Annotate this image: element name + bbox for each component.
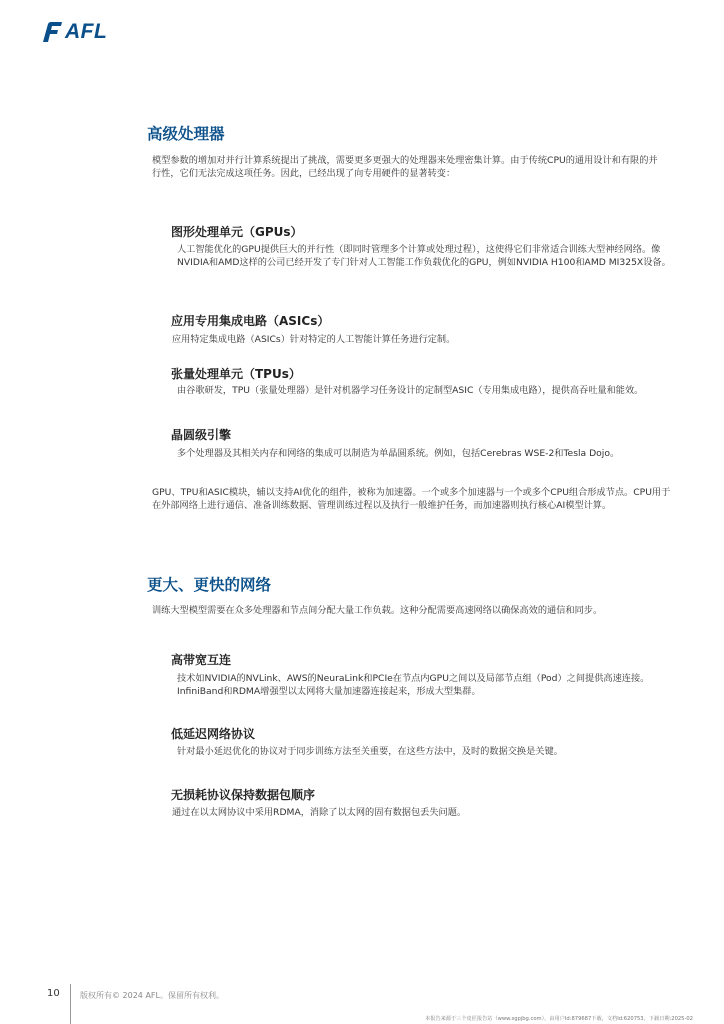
logo-text: AFL xyxy=(65,20,108,43)
section2-intro: 训练大型模型需要在众多处理器和节点间分配大量工作负载。这种分配需要高速网络以确保高效的通信和同步。 xyxy=(152,605,603,616)
heading-tpus: 张量处理单元（TPUs） xyxy=(171,367,301,381)
body-asics: 应用特定集成电路（ASICs）针对特定的人工智能计算任务进行定制。 xyxy=(172,334,456,345)
heading-high-bandwidth: 高带宽互连 xyxy=(171,653,232,667)
afl-logo xyxy=(40,20,107,44)
heading-lossless: 无损耗协议保持数据包顺序 xyxy=(171,788,316,802)
body-wafer-scale: 多个处理器及其相关内存和网络的集成可以制造为单晶圆系统。例如，包括Cerebras WSE-2和Tesla Dojo。 xyxy=(177,448,620,459)
section-title-networks: 更大、更快的网络 xyxy=(147,576,272,594)
heading-wafer-scale: 晶圆级引擎 xyxy=(171,428,232,442)
body-tpus: 由谷歌研发，TPU（张量处理器）是针对机器学习任务设计的定制型ASIC（专用集成电路），提供高吞吐量和能效。 xyxy=(177,385,644,396)
copyright: 版权所有© 2024 AFL。保留所有权利。 xyxy=(80,991,224,1000)
section1-outro: GPU、TPU和ASIC模块，辅以支持AI优化的组件，被称为加速器。一个或多个加速器与一个或多个CPU组合形成节点。CPU用于在外部网络上进行通信、准备训练数据、管理训练过程以及执行一般维护任务，而加速器则执行核心AI模型计算。 xyxy=(152,487,671,511)
heading-gpus: 图形处理单元（GPUs） xyxy=(171,225,303,239)
body-gpus: 人工智能优化的GPU提供巨大的并行性（即同时管理多个计算或处理过程），这使得它们非常适合训练大型神经网络。像NVIDIA和AMD这样的公司已经开发了专门针对人工智能工作负载优化的GPU，例如NVIDIA H100和AMD MI325X设备。 xyxy=(177,244,671,268)
body-low-latency: 针对最小延迟优化的协议对于同步训练方法至关重要，在这些方法中，及时的数据交换是关键。 xyxy=(177,746,563,757)
afl-logo-mark-icon xyxy=(40,22,62,42)
download-watermark: 本报告来源于三个皮匠报告站（www.sgpjbg.com），由用户Id:879687下载，文档Id:620753，下载日期:2025-02 xyxy=(425,1016,693,1022)
page-number: 10 xyxy=(47,988,60,999)
section-title-advanced-processors: 高级处理器 xyxy=(147,125,225,143)
footer-divider xyxy=(70,984,71,1024)
body-high-bandwidth: 技术如NVIDIA的NVLink、AWS的NeuraLink和PCIe在节点内GPU之间以及局部节点组（Pod）之间提供高速连接。InfiniBand和RDMA增强型以太网将大量加速器连接起来，形成大型集群。 xyxy=(177,673,650,697)
body-lossless: 通过在以太网协议中采用RDMA，消除了以太网的固有数据包丢失问题。 xyxy=(172,807,467,818)
section1-intro: 模型参数的增加对并行计算系统提出了挑战，需要更多更强大的处理器来处理密集计算。由于传统CPU的通用设计和有限的并行性，它们无法完成这项任务。因此，已经出现了向专用硬件的显著转变： xyxy=(152,155,658,179)
heading-low-latency: 低延迟网络协议 xyxy=(171,727,256,741)
heading-asics: 应用专用集成电路（ASICs） xyxy=(171,314,330,328)
